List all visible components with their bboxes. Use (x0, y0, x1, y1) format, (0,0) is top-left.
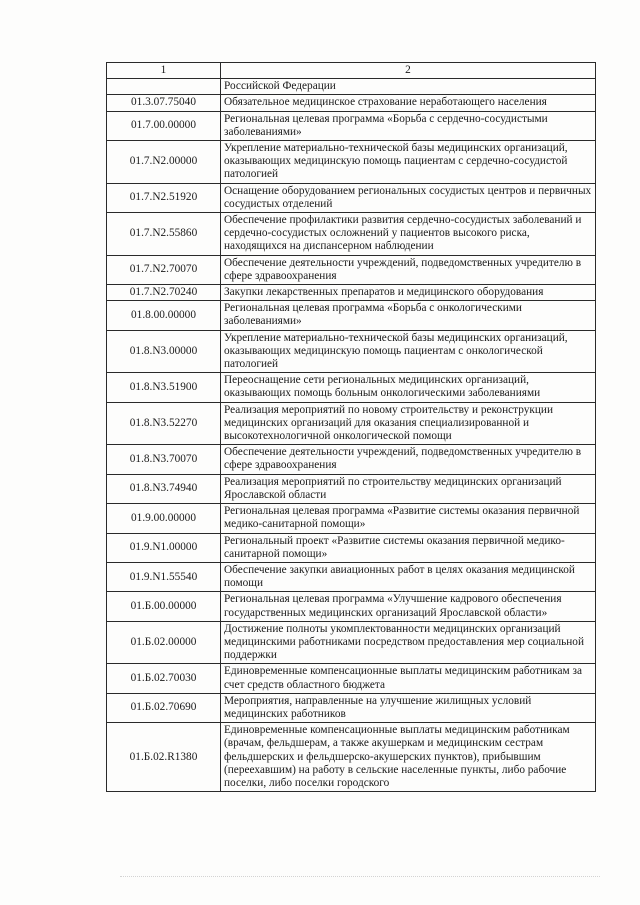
table-row (107, 504, 596, 533)
row-code-cell: 01.8.N3.00000 (107, 330, 221, 373)
table-row (107, 301, 596, 330)
row-code-cell: 01.Б.02.70030 (107, 664, 221, 693)
table-row (107, 592, 596, 621)
row-code-cell: 01.8.N3.52270 (107, 402, 221, 445)
row-name-cell: Укрепление материально-технической базы медицинских организаций, оказывающих медицинскую помощь пациентам с онкологической патологией (221, 330, 596, 373)
row-code-cell: 01.9.N1.55540 (107, 562, 221, 591)
row-code-cell: 01.Б.02.00000 (107, 621, 221, 664)
row-name-cell: Региональный проект «Развитие системы оказания первичной медико-санитарной помощи» (221, 533, 596, 562)
row-code-cell: 01.Б.02.70690 (107, 693, 221, 722)
column-header-code: 1 (107, 63, 221, 79)
table-row (107, 141, 596, 184)
row-code-cell: 01.8.N3.51900 (107, 373, 221, 402)
table-row (107, 95, 596, 111)
row-name-cell: Единовременные компенсационные выплаты медицинским работникам (врачам, фельдшерам, а также акушеркам и медицинским сестрам фельдшерских и фельдшерско-акушерских пунктов), прибывшим (переехавшим) на работу в сельские населенные пункты, либо рабочие поселки, либо поселки городского (221, 723, 596, 792)
row-code-cell: 01.7.00.00000 (107, 111, 221, 140)
row-code-cell: 01.7.N2.70240 (107, 285, 221, 301)
row-code-cell (107, 79, 221, 95)
row-name-cell: Региональная целевая программа «Борьба с сердечно-сосудистыми заболеваниями» (221, 111, 596, 140)
table-row (107, 474, 596, 503)
row-name-cell: Реализация мероприятий по строительству медицинских организаций Ярославской области (221, 474, 596, 503)
row-name-cell: Мероприятия, направленные на улучшение жилищных условий медицинских работников (221, 693, 596, 722)
row-code-cell: 01.Б.00.00000 (107, 592, 221, 621)
row-code-cell: 01.7.N2.00000 (107, 141, 221, 184)
row-name-cell: Оснащение оборудованием региональных сосудистых центров и первичных сосудистых отделений (221, 183, 596, 212)
table-row (107, 373, 596, 402)
row-code-cell: 01.Б.02.R1380 (107, 723, 221, 792)
row-code-cell: 01.8.00.00000 (107, 301, 221, 330)
table-row (107, 255, 596, 284)
row-code-cell: 01.7.N2.55860 (107, 213, 221, 256)
row-name-cell: Достижение полноты укомплектованности медицинских организаций медицинскими работниками посредством предоставления мер социальной поддержки (221, 621, 596, 664)
table-row (107, 330, 596, 373)
table-row (107, 664, 596, 693)
page-bottom-noise (120, 876, 600, 883)
row-code-cell: 01.3.07.75040 (107, 95, 221, 111)
row-name-cell: Реализация мероприятий по новому строительству и реконструкции медицинских организаций для оказания специализированной и высокотехнологичной онкологической помощи (221, 402, 596, 445)
row-name-cell: Региональная целевая программа «Развитие системы оказания первичной медико-санитарной помощи» (221, 504, 596, 533)
row-name-cell: Единовременные компенсационные выплаты медицинским работникам за счет средств областного бюджета (221, 664, 596, 693)
table-row (107, 723, 596, 792)
table-row (107, 79, 596, 95)
row-name-cell: Переоснащение сети региональных медицинских организаций, оказывающих помощь больным онкологическими заболеваниями (221, 373, 596, 402)
table-row (107, 111, 596, 140)
row-name-cell: Обеспечение деятельности учреждений, подведомственных учредителю в сфере здравоохранения (221, 255, 596, 284)
table-row (107, 562, 596, 591)
row-name-cell: Российской Федерации (221, 79, 596, 95)
column-header-name: 2 (221, 63, 596, 79)
table-row (107, 183, 596, 212)
table-row (107, 533, 596, 562)
row-code-cell: 01.7.N2.70070 (107, 255, 221, 284)
table-row (107, 621, 596, 664)
row-name-cell: Обеспечение закупки авиационных работ в целях оказания медицинской помощи (221, 562, 596, 591)
row-name-cell: Закупки лекарственных препаратов и медицинского оборудования (221, 285, 596, 301)
budget-classification-table (106, 62, 596, 792)
table-header-row (107, 63, 596, 79)
table-row (107, 693, 596, 722)
table-row (107, 213, 596, 256)
row-name-cell: Обеспечение профилактики развития сердечно-сосудистых заболеваний и сердечно-сосудистых осложнений у пациентов высокого риска, находящихся на диспансерном наблюдении (221, 213, 596, 256)
row-code-cell: 01.9.00.00000 (107, 504, 221, 533)
row-name-cell: Региональная целевая программа «Борьба с онкологическими заболеваниями» (221, 301, 596, 330)
row-code-cell: 01.8.N3.70070 (107, 445, 221, 474)
row-code-cell: 01.7.N2.51920 (107, 183, 221, 212)
table-row (107, 445, 596, 474)
row-name-cell: Обеспечение деятельности учреждений, подведомственных учредителю в сфере здравоохранения (221, 445, 596, 474)
table-row (107, 402, 596, 445)
row-name-cell: Укрепление материально-технической базы медицинских организаций, оказывающих медицинскую помощь пациентам с сердечно-сосудистой патологией (221, 141, 596, 184)
row-code-cell: 01.8.N3.74940 (107, 474, 221, 503)
row-name-cell: Региональная целевая программа «Улучшение кадрового обеспечения государственных медицинских организаций Ярославской области» (221, 592, 596, 621)
row-code-cell: 01.9.N1.00000 (107, 533, 221, 562)
row-name-cell: Обязательное медицинское страхование неработающего населения (221, 95, 596, 111)
table-row (107, 285, 596, 301)
table-body (107, 79, 596, 792)
